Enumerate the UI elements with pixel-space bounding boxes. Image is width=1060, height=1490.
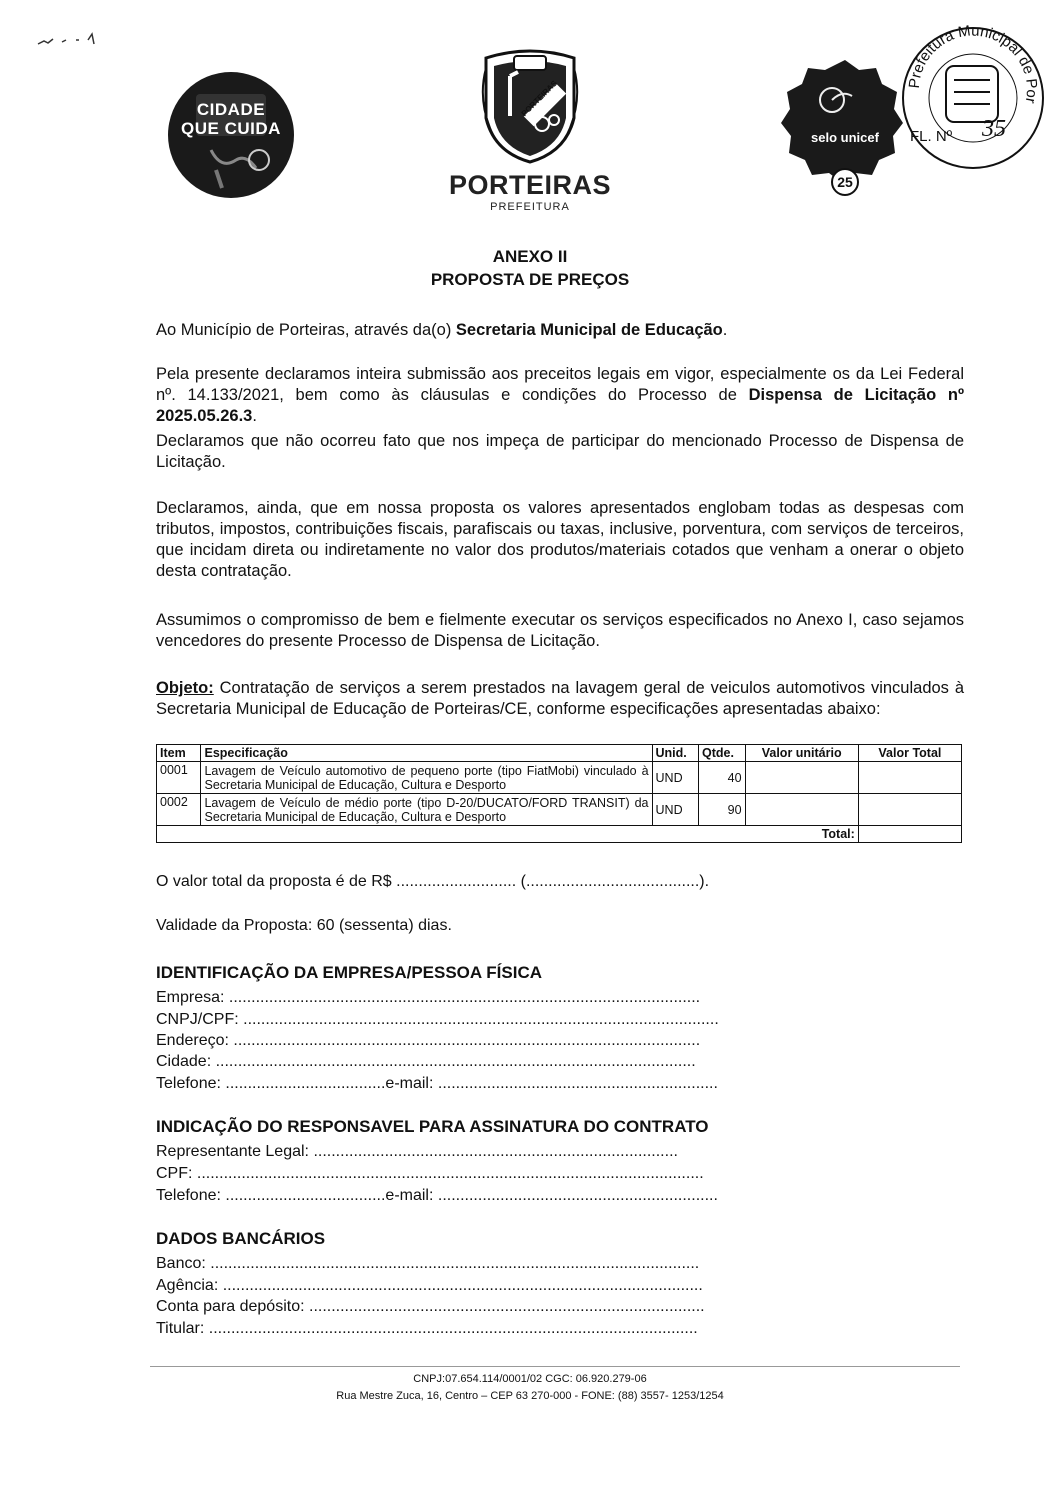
header-item: Item <box>157 745 201 762</box>
field-cnpj: CNPJ/CPF: ........................................................................................................... <box>156 1011 719 1028</box>
row-spec: Lavagem de Veículo de médio porte (tipo D-20/DUCATO/FORD TRANSIT) da Secretaria Municipal de Educação, Cultura e Desporto <box>201 794 652 826</box>
section-responsavel: INDICAÇÃO DO RESPONSAVEL PARA ASSINATURA DO CONTRATO <box>156 1117 709 1136</box>
field-representante: Representante Legal: .................................................................................. <box>156 1143 678 1160</box>
paragraph-objeto <box>156 678 964 720</box>
intro-prefix: Ao Município de Porteiras, através da(o) <box>156 321 456 339</box>
porteiras-crest <box>476 48 584 166</box>
field-banco: Banco: .............................................................................................................. <box>156 1255 700 1272</box>
row-qtde: 40 <box>699 762 746 794</box>
row-item: 0002 <box>157 794 201 826</box>
row-total-value <box>858 762 961 794</box>
objeto-label: Objeto: <box>156 679 214 697</box>
row-unid: UND <box>652 762 699 794</box>
field-titular: Titular: .............................................................................................................. <box>156 1320 698 1337</box>
proposal-title: PROPOSTA DE PREÇOS <box>430 270 630 289</box>
field-conta: Conta para depósito: ......................................................................................... <box>156 1298 705 1315</box>
field-cpf: CPF: .................................................................................................................. <box>156 1165 704 1182</box>
row-unit-value <box>745 762 858 794</box>
header-unid: Unid. <box>652 745 699 762</box>
paragraph-costs: Declaramos, ainda, que em nossa proposta os valores apresentados englobam todas as despesas com tributos, impostos, contribuições fiscais, parafiscais ou taxas, inclusive, porventura, com serviços de terceiros, que incidam direta ou indiretamente no valor dos produtos/materiais cotados que venham a onerar o objeto desta contratação. <box>156 499 964 580</box>
table-total-row <box>157 826 962 843</box>
row-qtde: 90 <box>699 794 746 826</box>
cidade-que-cuida-logo <box>166 70 296 200</box>
header-total-value: Valor Total <box>858 745 961 762</box>
footer-address: Rua Mestre Zuca, 16, Centro – CEP 63 270-000 - FONE: (88) 3557- 1253/1254 <box>336 1390 724 1402</box>
field-telefone-email: Telefone: ....................................e-mail: ............................................................... <box>156 1075 718 1092</box>
stamp-folio-label: FL. Nº <box>910 128 953 145</box>
crest-text: PORTEIRAS <box>519 78 560 119</box>
para1-text: Pela presente declaramos inteira submissão aos preceitos legais em vigor, especialmente os da Lei Federal nº. 14.133/2021, bem como às cláusulas e condições do Processo de <box>156 365 964 404</box>
section-banco: DADOS BANCÁRIOS <box>156 1229 326 1248</box>
total-value <box>858 826 961 843</box>
field-endereco: Endereço: ......................................................................................................... <box>156 1032 701 1049</box>
proposal-validity: Validade da Proposta: 60 (sessenta) dias. <box>156 917 452 934</box>
paragraph-no-impediment: Declaramos que não ocorreu fato que nos impeça de participar do mencionado Processo de Dispensa de Licitação. <box>156 432 964 471</box>
field-empresa: Empresa: .......................................................................................................... <box>156 989 701 1006</box>
proposal-total-line: O valor total da proposta é de R$ ........................... (.......................................). <box>156 873 710 890</box>
table-header-row <box>157 745 962 762</box>
footer-cnpj: CNPJ:07.654.114/0001/02 CGC: 06.920.279-06 <box>413 1373 647 1385</box>
municipal-stamp <box>898 20 1048 170</box>
para1-suffix: . <box>252 407 257 425</box>
brand-sub: PREFEITURA <box>490 201 570 213</box>
field-resp-telefone-email: Telefone: ....................................e-mail: ............................................................... <box>156 1187 718 1204</box>
row-spec: Lavagem de Veículo automotivo de pequeno porte (tipo FiatMobi) vinculado à Secretaria Municipal de Educação, Cultura e Desporto <box>201 762 652 794</box>
paragraph-submission <box>156 364 964 427</box>
table-row <box>157 794 962 826</box>
intro-suffix: . <box>722 321 728 339</box>
para1-process: Dispensa de Licitação nº 2025.05.26.3 <box>156 386 964 425</box>
selo-number: 25 <box>837 174 853 190</box>
row-total-value <box>858 794 961 826</box>
row-unit-value <box>745 794 858 826</box>
total-label: Total: <box>157 826 859 843</box>
selo-unicef-badge <box>780 56 910 196</box>
brand-name: PORTEIRAS <box>448 170 612 200</box>
intro-paragraph <box>156 320 964 341</box>
scan-mark <box>36 30 116 50</box>
stamp-arc-text: Prefeitura Municipal de Por <box>905 22 1041 105</box>
row-item: 0001 <box>157 762 201 794</box>
table-row <box>157 762 962 794</box>
header-spec: Especificação <box>201 745 652 762</box>
field-agencia: Agência: ............................................................................................................ <box>156 1277 703 1294</box>
intro-secretaria: Secretaria Municipal de Educação <box>455 321 723 339</box>
annex-title: ANEXO II <box>492 247 568 266</box>
logo-line-1: CIDADE <box>196 100 266 119</box>
paragraph-commitment: Assumimos o compromisso de bem e fielmente executar os serviços especificados no Anexo I, caso sejamos vencedores do presente Processo de Dispensa de Licitação. <box>156 611 964 650</box>
logo-line-2: QUE CUIDA <box>181 119 281 138</box>
objeto-text: Contratação de serviços a serem prestados na lavagem geral de veiculos automotivos vinculados à Secretaria Municipal de Educação de Porteiras/CE, conforme especificações apresentadas abaixo: <box>156 679 964 718</box>
header-unit-value: Valor unitário <box>745 745 858 762</box>
section-empresa: IDENTIFICAÇÃO DA EMPRESA/PESSOA FÍSICA <box>156 963 542 982</box>
field-cidade: Cidade: ............................................................................................................ <box>156 1053 696 1070</box>
items-table <box>156 744 962 843</box>
stamp-folio-value: 35 <box>982 116 1006 142</box>
selo-text: selo unicef <box>811 130 879 145</box>
footer-rule <box>150 1366 960 1367</box>
row-unid: UND <box>652 794 699 826</box>
header-qtde: Qtde. <box>699 745 746 762</box>
